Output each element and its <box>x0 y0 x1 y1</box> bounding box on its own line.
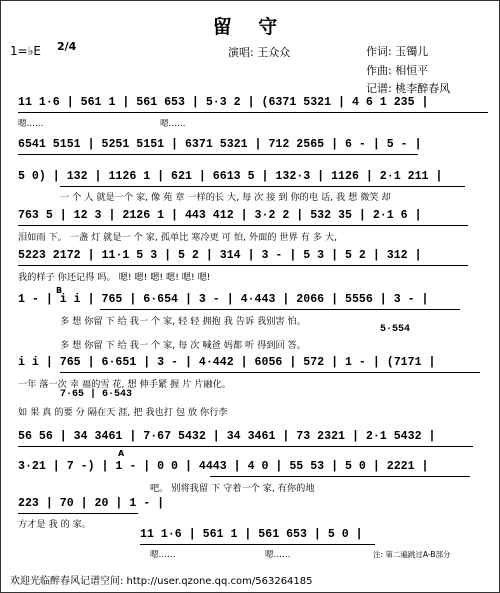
notation-row-2: 6541 5151 | 5251 5151 | 6371 5321 | 712 2565 | 6 - | 5 - | <box>18 138 422 151</box>
notation-row-6-alt: 5·554 <box>380 324 411 335</box>
lyric-row-1a: 嗯…… <box>18 119 44 129</box>
marker-b: B <box>56 286 63 295</box>
beam-row-9 <box>210 476 470 477</box>
lyric-row-11a: 嗯…… <box>150 550 176 560</box>
beam-row-8 <box>18 446 473 447</box>
notation-row-8: 56 56 | 34 3461 | 7·67 5432 | 34 3461 | 73 2321 | 2·1 5432 | <box>18 430 436 443</box>
beam-row-2 <box>18 154 418 155</box>
beam-row-11 <box>140 544 375 545</box>
notation-row-5: 5223 2172 | 11·1 5 3 | 5 2 | 314 | 3 - | 5 3 | 5 2 | 312 | <box>18 249 422 262</box>
notation-row-7-alt: 7·65 | 6·543 <box>60 389 133 400</box>
notation-row-9: 3·21 | 7 -) | 1 - | 0 0 | 4443 | 4 0 | 55 53 | 5 0 | 2221 | <box>18 460 429 473</box>
notation-row-6: 1 - | i i | 765 | 6·654 | 3 - | 4·443 | 2066 | 5556 | 3 - | <box>18 293 429 306</box>
transcriber-credit: 记谱: 桃李醉春风 <box>366 82 451 95</box>
beam-row-4 <box>18 225 468 226</box>
time-signature: 2/4 <box>57 40 77 53</box>
composer-credit: 作曲: 相恒平 <box>366 64 429 77</box>
notation-row-7: i i | 765 | 6·651 | 3 - | 4·442 | 6056 | 572 | 1 - | (7171 | <box>18 356 436 369</box>
lyric-row-10: 方才是 我 的 家。 <box>18 519 92 530</box>
lyric-row-4: 泪如雨 下。 一盏 灯 就是一 个 家, 孤单比 寒冷更 可 怕, 外面的 世界 有 多 大, <box>18 232 338 243</box>
lyricist-credit: 作词: 玉镯儿 <box>366 45 429 58</box>
repeat-note: 注: 第二遍跳过A-B部分 <box>373 550 451 559</box>
notation-row-3: 5 0) | 132 | 1126 1 | 621 | 6613 5 | 132·3 | 1126 | 2·1 211 | <box>18 170 443 183</box>
beam-row-3 <box>60 186 465 187</box>
marker-a: A <box>118 449 125 458</box>
beam-row-1 <box>18 112 488 113</box>
beam-row-5 <box>18 265 468 266</box>
lyric-row-9: 吧。 别将我留 下 守着一个 家, 有你的地 <box>150 483 315 494</box>
beam-row-10 <box>18 513 138 514</box>
key-signature: 1=♭E <box>10 44 41 58</box>
beam-row-6 <box>100 309 460 310</box>
song-title: 留 守 <box>212 16 288 38</box>
lyric-row-11b: 嗯…… <box>265 550 291 560</box>
lyric-row-6b: 多 想 你留 下 给 我一 个 家, 每 次 喊爸 妈都 听 得到回 答。 <box>60 340 306 351</box>
lyric-row-3: 一 个 人 就是一个 家, 像 苑 章 一样的长 大, 每 次 接 到 你的电 话, 我 想 微笑 却 <box>60 192 391 203</box>
notation-row-10: 223 | 70 | 20 | 1 - | <box>18 497 165 510</box>
lyric-row-5: 我的样子 你还记得 吗。 嗯! 嗯! 嗯! 嗯! 嗯! 嗯! <box>18 272 211 283</box>
footer-link-text: 欢迎光临醉春风记谱空间: http://user.qzone.qq.com/563264185 <box>10 576 313 587</box>
notation-row-11: 11 1·6 | 561 1 | 561 653 | 5 0 | <box>140 528 363 541</box>
beam-row-7 <box>60 372 480 373</box>
lyric-row-7: 一年 落一次 幸 福的雪 花, 想 伸手紧 握 片 片融化。 <box>18 379 231 390</box>
lyric-row-6: 多 想 你留 下 给 我一 个 家, 轻 轻 拥抱 我 告诉 我别害 怕。 <box>60 316 306 327</box>
lyric-row-1b: 嗯…… <box>160 119 186 129</box>
notation-row-1: 11 1·6 | 561 1 | 561 653 | 5·3 2 | (6371 5321 | 4 6 1 235 | <box>18 96 429 109</box>
lyric-row-7b: 如 果 真 的要 分 隔在天 涯, 把 我也打 包 放 你行李 <box>18 407 228 418</box>
singer-credit: 演唱: 王众众 <box>228 46 291 59</box>
notation-row-4: 763 5 | 12 3 | 2126 1 | 443 412 | 3·2 2 | 532 35 | 2·1 6 | <box>18 209 422 222</box>
